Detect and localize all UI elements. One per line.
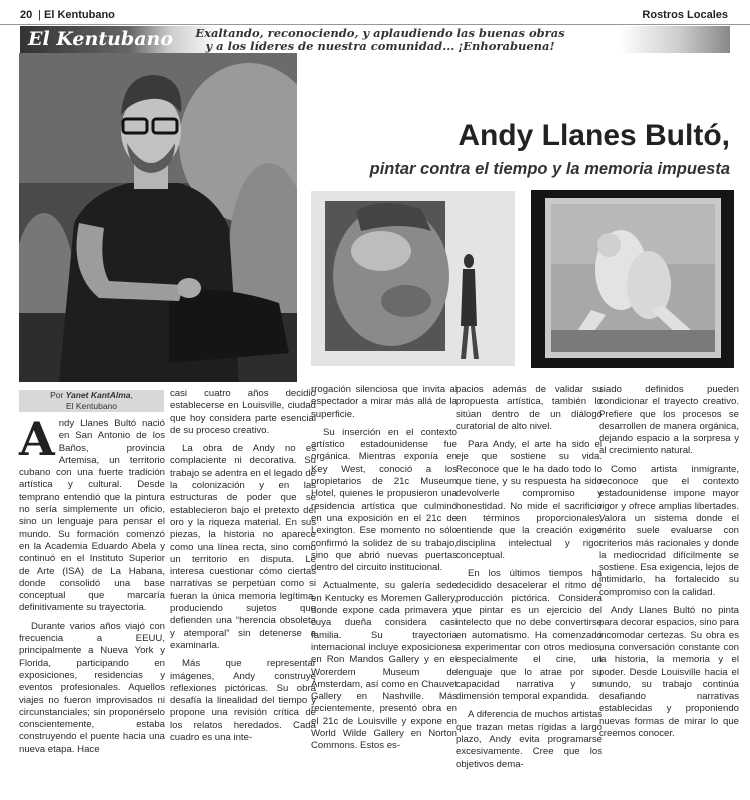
article-column-5 (599, 384, 739, 746)
col1-paragraph-1-text: ndy Llanes Bultó nació en San Antonio de los Baños, provincia Artemisa, un territorio cubano con una fuerte tradición artística y cultural. Desde temprano entendió que la pintura no sería simplemente un oficio, sino un lenguaje para pensar el mundo. Su formación comenzó en la Academia Eduardo Abela y continuó en el Instituto Superior de Arte (ISA) de La Habana, donde consolidó una base conceptual que marcaría definitivamente su trayectoria. (19, 418, 165, 614)
publication-name: El Kentubano (44, 9, 115, 21)
face-painting-illustration (311, 191, 515, 366)
col1-paragraph-2: Durante varios años viajó con frecuencia a EEUU, principalmente a Nueva York y Florida, participando en exposiciones, residencias y eventos profesionales. Aquellos viajes no fueron improvisados ni circunstanciales; sin proponérselo conscientemente, estaba construyendo el puente hacia una nueva etapa. Hace (19, 620, 165, 755)
tagline-line-1: Exaltando, reconociendo, y aplaudiendo las buenas obras (195, 26, 565, 40)
page-number: 20 (20, 9, 33, 21)
drop-cap: A (19, 412, 55, 466)
byline-author-line: Por Yanet KantAlma, (50, 390, 133, 400)
article-column-4 (456, 384, 602, 777)
portrait-illustration (19, 53, 297, 382)
col4-paragraph-2: Para Andy, el arte ha sido el eje que sostiene su vida. Reconoce que le ha dado todo lo que tiene, y su respuesta ha sido devolverle compromiso y honestidad. No mide el sacrificio en términos proporcionales; entiende que la creación exige disciplina intelectual y rigor conceptual. (456, 439, 602, 561)
col5-paragraph-3: Andy Llanes Bultó no pinta para decorar espacios, sino para incomodar certezas. Su obra es una conversación constante con la historia, la memoria y el poder. Desde Louisville hacia el mundo, su trabajo continúa desafiando narrativas establecidas y proponiendo nuevas formas de mirar lo que creemos conocer. (599, 605, 739, 740)
publication-logo: El Kentubano (28, 28, 173, 50)
col3-paragraph-2: Su inserción en el contexto artístico estadounidense fue orgánica. Mientras exponía en Key West, conoció a los propietarios de 21c Museum Hotel, quienes le propusieron una residencia artística que culminó en una exposición en el 21c de Lexington. Ese momento no sólo confirmó la solidez de su trabajo, sino que abrió nuevas puertas dentro del circuito institucional. (311, 426, 457, 574)
article-column-1 (19, 412, 165, 762)
page-header (0, 0, 750, 25)
col2-paragraph-3: Más que representar imágenes, Andy construye reflexiones pictóricas. Su obra desafía la linealidad del tiempo y propone una revisión crítica de los relatos heredados. Cada cuadro es una inte- (170, 658, 316, 744)
header-separator: | (38, 9, 41, 21)
artwork-face-photo (311, 191, 515, 366)
byline-prefix: Por (50, 390, 64, 400)
col4-paragraph-3: En los últimos tiempos ha decidido desacelerar el ritmo de producción pictórica. Considera que pintar es un ejercicio del intelecto que no debe convertirse en automatismo. Ha comenzado a experimentar con otros medios, especialmente el cine, un lenguaje que lo atrae por su capacidad narrativa y su dimensión temporal expandida. (456, 568, 602, 703)
col2-paragraph-1: casi cuatro años decidió establecerse en Louisville, ciudad que hoy considera parte esencial de su proceso creativo. (170, 388, 316, 436)
col4-paragraph-4: A diferencia de muchos artistas que trazan metas rígidas a largo plazo, Andy evita programarse excesivamente. Cree que los objetivos dema- (456, 709, 602, 770)
col4-paragraph-1: pacios además de validar su propuesta artística, también lo sitúan dentro de un diálogo curatorial de alto nivel. (456, 384, 602, 432)
col5-paragraph-2: Como artista inmigrante, reconoce que el contexto estadounidense impone mayor rigor y ofrece amplias libertades. Valora un sistema donde el mérito suele evaluarse con criterios más racionales y donde la mediocridad difícilmente se sostiene. Esa exigencia, lejos de intimidarlo, ha fortalecido su compromiso con la calidad. (599, 463, 739, 598)
col3-paragraph-3: Actualmente, su galería sede en Kentucky es Moremen Gallery, donde expone cada primavera y cuya dueña considera casi familia. Su trayectoria internacional incluye exposiciones en Ron Mandos Gallery y en el Worerdem Museum de Ámsterdam, así como en Chauvet Gallery en Nashville. Más recientemente, presentó obra en el 21c de Louisville y expone en World Wilde Gallery en Norton Commons. Estos es- (311, 580, 457, 752)
article-byline (19, 390, 164, 412)
col1-paragraph-1 (19, 412, 165, 615)
byline-author: Yanet KantAlma (65, 390, 131, 400)
article-column-2 (170, 388, 316, 750)
col2-paragraph-2: La obra de Andy no es complaciente ni decorativa. Su trabajo se adentra en el legado de la colonización y en las estructuras de poder que se establecieron bajo el pretexto del oro y la riqueza material. En sus piezas, la historia no aparece como una línea recta, sino como un territorio en disputa. Le interesa cuestionar cómo ciertas narrativas se perpetúan como si fueran la única memoria legítima, produciendo sujetos que defienden una “herencia obsoleta y atemporal” sin detenerse a examinarla. (170, 443, 316, 651)
section-name: Rostros Locales (642, 9, 728, 21)
artist-portrait-photo (19, 53, 297, 382)
wrestlers-painting-illustration (531, 190, 734, 368)
col5-paragraph-1: siado definidos pueden condicionar el trayecto creativo. Prefiere que los procesos se desarrollen de manera orgánica, dejando espacio a la sorpresa y al crecimiento natural. (599, 384, 739, 457)
article-headline: Andy Llanes Bultó, (458, 119, 730, 152)
col3-paragraph-1: rrogación silenciosa que invita al espectador a mirar más allá de la superficie. (311, 384, 457, 420)
tagline-line-2: y a los líderes de nuestra comunidad... ¡Enhorabuena! (205, 39, 555, 53)
article-column-3 (311, 384, 457, 759)
banner-tagline (180, 27, 580, 53)
byline-outlet: El Kentubano (65, 401, 118, 411)
artwork-wrestlers-photo (531, 190, 734, 368)
article-subheadline: pintar contra el tiempo y la memoria impuesta (369, 160, 730, 178)
